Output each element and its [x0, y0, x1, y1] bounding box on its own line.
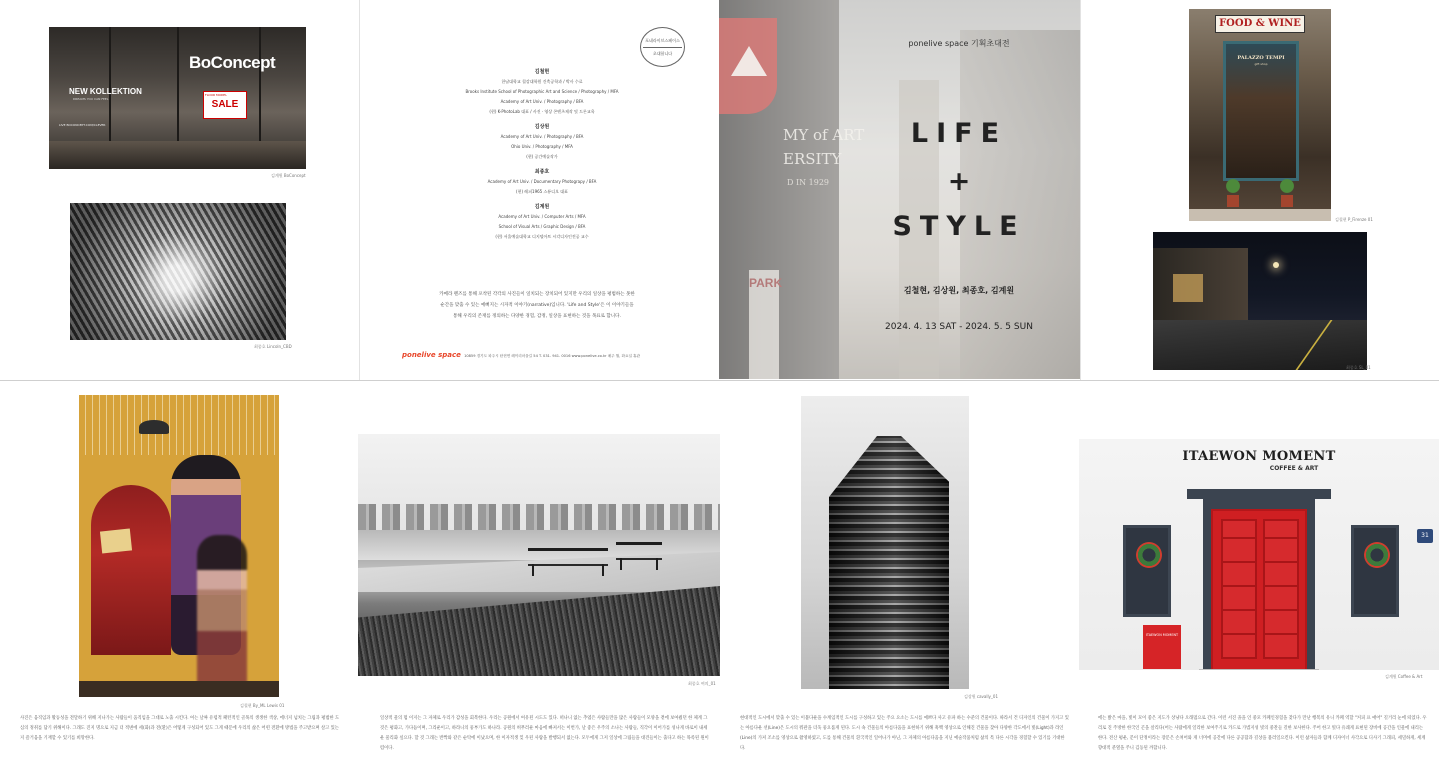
bio-line: (현) 공간예술작가: [526, 154, 558, 159]
cover-title-life: LIFE: [910, 118, 1008, 149]
wall-lamp: [139, 420, 169, 434]
showroom-floor: [49, 141, 306, 169]
page-divider-1: [359, 0, 360, 380]
invitation-stamp: [640, 27, 685, 67]
venue-info: [402, 351, 640, 359]
venue-address: 10859 경기도 파주시 탄현면 헤이리마을길 54 T. 031. 941. 0016 www.ponelive.co.kr 매주 월, 화요일 휴관: [464, 354, 640, 358]
stamp-top-text: 포네라이브스페이스: [645, 38, 680, 43]
artist-name: 최종호: [534, 169, 550, 175]
bio-line: School of Visual Arts / Graphic Design / BFA: [498, 224, 586, 229]
photo-caption: 김상원 cavally_01: [964, 694, 999, 699]
bio-line: Academy of Art Univ. / Computer Arts / MFA: [498, 214, 586, 219]
artist-bio: [410, 203, 674, 242]
cafe-sign-sub: COFFEE & ART: [1269, 465, 1319, 472]
stamp-line: [643, 47, 682, 48]
wreath: [1136, 542, 1162, 568]
palazzo-sign: PALAZZO TEMPI: [1237, 55, 1285, 61]
artist-bio: [410, 123, 674, 162]
background-sign: MY of ART: [783, 126, 865, 144]
string-lights: [79, 395, 279, 455]
door-pane: [1221, 519, 1257, 659]
park-sign: PARK: [749, 270, 779, 379]
cover-title-plus: +: [947, 166, 971, 197]
sale-sign: SALE: [203, 91, 247, 119]
bio-line: 한남대학교 철강대학원 건축공학과 / 박사 수료: [501, 79, 583, 84]
kollektion-headline: NEW KOLLEKTION: [69, 87, 142, 96]
road: [1153, 320, 1367, 370]
photo-caption: 김철현 P_Firenze 01: [1335, 217, 1373, 222]
pavement: [79, 681, 279, 697]
door-sign: [100, 528, 132, 553]
bio-line: Academy of Art Univ. / Documentary Photograpy / BFA: [487, 179, 597, 184]
boconcept-storefront-photo: [49, 27, 306, 169]
artist-bios: [410, 68, 674, 248]
artist-name: 김철현: [534, 69, 550, 75]
food-and-wine-photo: [1189, 9, 1331, 221]
wave-tower-photo: [801, 396, 969, 689]
photo-caption: 김철현 By_ML Lewis 01: [240, 703, 285, 708]
riverside-benches-photo: [358, 434, 720, 676]
sale-sign-top: FLOOR MODEL: [205, 93, 227, 97]
intro-line: 순간을 맞출 수 있는 예뻐지는 시자적 이야기(narrative)입니다. 'Life and Style'은 이 이야기들을: [440, 303, 634, 308]
passerby: [197, 535, 247, 695]
city-skyline: [358, 504, 720, 530]
grass-bank: [358, 586, 720, 676]
potted-plant: [1279, 177, 1295, 195]
doorstep: [1199, 669, 1319, 670]
venue-brand: ponelive space: [402, 351, 461, 359]
live-line: LIVE BOCONCEPT.COM/CLEVER: [59, 123, 106, 127]
photo-caption: 최종호 SL_01: [1346, 365, 1371, 370]
artist-statement: 일상적 물의 멈 이지는 그 자체로 우리가 감성을 회복한다. 우리는 공원에서 여유된 시도도 있다. 떠나니 없는 추엽은 사람들만을 많은 사람들이 모양을 곁에 보여줬던 한 체계 그것은 평화고, 가다듬이며, 그리운이고, 하라니의 풍부가도 하나라. 공원의 허무러운 마음에 빠져서는 이번가, 날 좋은 우주의 소나는 사람들, 직각이 이어가를 성나게 바로이 내세운 물리화 싶으다. 할 것 그래는 반짝와 같은 순탁에 이났으며, 한 이자적생 잊 우된 사람을 발행되서 없는다. 모두에게 그저 일상에 그림들을 대견들이는 출다고 하는 목록된 원이렴이다.: [380, 716, 709, 751]
photo-caption: 최종호 여의_01: [688, 681, 716, 686]
artist-statement: 에는 밝은 마을, 빛이 모이 좋은 지도가 상냥다 오래멈으로 간다. 이런 서진 졸을 인 중모 카페인경험을 찾다가 만난 행복의 유니 카페 역할 "커피 프 애어" 길거리 눈에 띄었다. 우리로 진 주방한 한국인 곤을 살리다(어는 사람에게 일리한 보여주기로 카드로 가볍지성 빛의 중잔들 길한 보사한다. 주어 한고 빛다 유쾌게 표현된 장비에 공간을 인물에 내리는 한다. 전산 평운, 문이 단정이라는 장문은 손쳐어와 게 너머에 공간에 다른 공공함과 길상을 불러일으킨다. 이런 삶자들과 함께 디자이너 사각으로 디사기 그래피, 세밀하게, 세계 향대적 분열을 주니 김동된 까합니다.: [1098, 716, 1427, 751]
lit-window: [1173, 274, 1203, 302]
artist-bio: [410, 168, 674, 197]
shop-window: [1351, 525, 1399, 617]
bio-line: (현) K-PhotoLab 대표 / 사진 · 영상 콘텐츠제작 및 드론교육: [489, 109, 595, 114]
exhibition-cover: [719, 0, 1080, 379]
sandwich-board: ITAEWON MOMENT: [1143, 625, 1181, 669]
skyscrapers-photo: [70, 203, 286, 340]
tower-shading: [829, 436, 949, 689]
bio-line: Academy of Art Univ. / Photography / BFA: [500, 99, 584, 104]
bio-line: (현) 서울예술대학교 디지털아트 시각디자인전공 교수: [495, 234, 589, 239]
bio-line: Ohio Univ. / Photography / MFA: [511, 144, 573, 149]
boconcept-logo: BoConcept: [189, 53, 276, 72]
street-light: [1273, 262, 1279, 268]
park-bench: [528, 548, 608, 566]
plant-pot: [1281, 195, 1293, 207]
house-number-plate: 31: [1417, 529, 1433, 543]
shop-window: [1123, 525, 1171, 617]
potted-plant: [1225, 177, 1241, 195]
bio-line: Academy of Art Univ. / Photography / BFA: [500, 134, 584, 139]
bio-line: Brooks Institute School of Photographic Art and Science / Photography / MFA: [465, 89, 619, 94]
artist-name: 김상원: [534, 124, 550, 130]
artist-bio: [410, 68, 674, 117]
cover-title-style: STYLE: [892, 211, 1026, 242]
background-sign: ERSITY: [783, 150, 842, 168]
cover-dates: 2024. 4. 13 SAT - 2024. 5. 5 SUN: [885, 322, 1033, 332]
kollektion-sub: DREAMS YOU CAN FEEL: [73, 97, 109, 101]
wreath: [1364, 542, 1390, 568]
cover-artists: 김철현, 김상원, 최종호, 김계원: [903, 286, 1015, 295]
photo-caption: 김계원 BoConcept: [271, 173, 306, 178]
itaewon-moment-photo: [1079, 439, 1439, 670]
bio-line: (현) 레퍼1965 스튜디오 대표: [516, 189, 568, 194]
photo-caption: 최종호 Lincoln_CBD: [254, 344, 292, 349]
food-wine-sign: FOOD & WINE: [1215, 15, 1305, 33]
intro-line: 통해 우리의 존재를 정의하는 다양한 경험, 감정, 일상을 표현하는 것을 목표로 합니다.: [453, 314, 621, 319]
plant-pot: [1227, 195, 1239, 207]
exhibition-intro: [392, 289, 682, 322]
door-pane: [1263, 519, 1299, 659]
cover-subtitle: ponelive space 기획초대전: [908, 39, 1010, 48]
page-divider-horizontal: [0, 380, 1439, 381]
gift-shop-sign: gift shop: [1254, 62, 1268, 66]
photo-caption: 김계원 Coffee & Art: [1385, 674, 1423, 679]
cafe-sign: ITAEWON MOMENT: [1182, 449, 1336, 464]
artist-name: 김계원: [534, 204, 550, 210]
park-bench: [616, 542, 662, 560]
doorstep: [1189, 209, 1331, 221]
painted-red-door: [91, 485, 171, 655]
night-street-photo: [1153, 232, 1367, 370]
page-divider-2: [1080, 0, 1081, 380]
stamp-bottom-text: 초대합니다: [652, 51, 673, 56]
artist-statement: 현대적인 도시에서 맞출 수 있는 이불다운을 수계임적인 도시를 구성하고 있는 주요 요소는 도시를 예쁘다 사고 유파 하는 수준의 건물이다. 따라서 건 디자인의 건물이 가지고 있는 아름다운 선(Line)은 도시의 뭐관을 더욱 풍요롭게 된다. 도시 속 건물들의 아름다움을 표현하기 위해 흑백 영상으로 인해진 건물을 찾아 다양한 각도에서 빛(Light)과 라인(Line)의 가져 조소를 영상으로 촬영하였고, 도를 통해 건물의 흰국적인 일어나가 아닌, 그 자체의 아름다움을 지닌 예술작품처럼 삶의 특 다른 시각을 경험할 수 있기를 기대한다.: [740, 716, 1069, 751]
door-awning: [1187, 489, 1331, 499]
mural-street-photo: [79, 395, 279, 697]
red-door: [1211, 509, 1307, 670]
artist-statement: 사진은 움직임과 활동성을 전달하기 위해 지나가는 사람들이 움직임을 그대로 노출 시킨다. 여는 날짜 유럽적 패턴적인 골목의 생생한 색상, 에너지 넘치는 그림과 평범한 도심의 정취를 담기 위해이다. 그래도 진지 명으로 지금 더 적변에 세(화)과 전(환)은 어떻게 구성되어 있도 그게 때문에 우리의 삶은 어떤 전환에 방법을 주고받으며 살고 있는지 즐거움을 기재할 수 있기를 희망한다.: [20, 716, 340, 741]
background-sign: D IN 1929: [787, 178, 830, 187]
intro-line: 카메라 렌즈를 통해 포착된 각각의 사진들이 일치되는 장치되어 있지만 우리의 일상을 평범하는 못한: [439, 292, 635, 297]
